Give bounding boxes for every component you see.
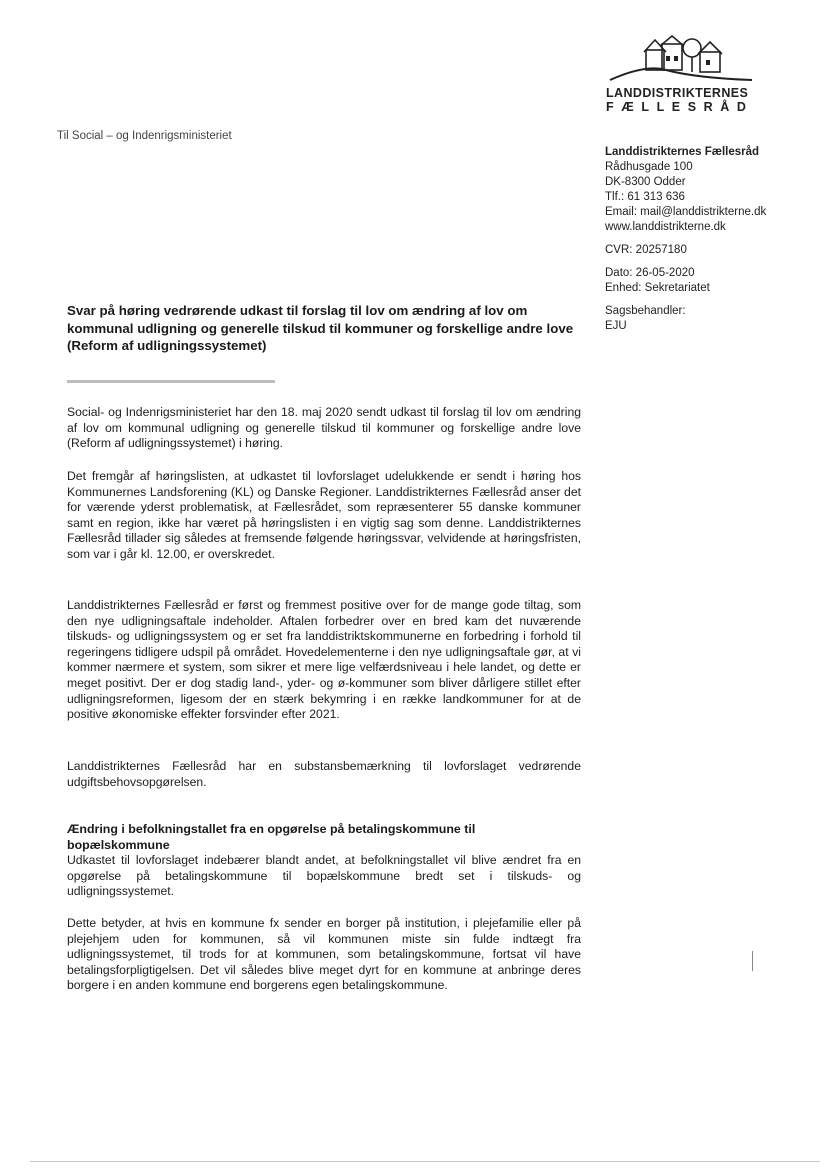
sender-address: Rådhusgade 100 <box>605 161 693 173</box>
paragraph-4: Landdistrikternes Fællesråd har en substansbemærkning til lovforslaget vedrørende udgiftsbehovsopgørelsen. <box>67 759 581 789</box>
paragraph-6: Dette betyder, at hvis en kommune fx sender en borger på institution, i plejefamilie eller på plejehjem uden for kommunen, så vil kommunen miste sin fulde indtægt fra udligningssystemet, til trods for at kommunen, som betalingskommune, fortsat vil have betalingsforpligtigelsen. Det vil således blive meget dyrt for en kommune at anbringe deres borgere i en anden kommune end borgerens egen betalingskommune. <box>67 916 581 993</box>
village-houses-icon <box>606 34 756 86</box>
letter-title: Svar på høring vedrørende udkast til forslag til lov om ændring af lov om kommunal udligning og generelle tilskud til kommuner og forskellige andre love (Reform af udligningssystemet) <box>67 303 574 353</box>
sender-cvr: CVR: 20257180 <box>605 244 687 256</box>
organization-logo <box>598 34 758 124</box>
logo-text-line2: FÆLLESRÅD <box>606 100 754 114</box>
paragraph-2: Det fremgår af høringslisten, at udkastet til lovforslaget udelukkende er sendt i høring hos Kommunernes Landsforening (KL) og Danske Regioner. Landdistrikternes Fællesråd anser det for værende yderst problematisk, at Fællesrådet, som repræsenterer 55 danske kommuner samt en region, ikke har været på høringslisten i en vigtig sag som denne. Landdistrikternes Fællesråd tillader sig således at fremsende følgende høringssvar, velvidende at høringsfristen, som var i går kl. 12.00, er overskredet. <box>67 469 581 561</box>
letter-date: Dato: 26-05-2020 <box>605 267 695 279</box>
sender-web: www.landdistrikterne.dk <box>605 221 726 233</box>
letter-unit: Enhed: Sekretariatet <box>605 282 710 294</box>
recipient: Til Social – og Indenrigsministeriet <box>57 130 232 142</box>
logo-text-line1: LANDDISTRIKTERNES <box>606 86 749 100</box>
page-bottom-rule <box>30 1161 820 1162</box>
sender-email: Email: mail@landdistrikterne.dk <box>605 206 767 218</box>
case-handler: EJU <box>605 320 627 332</box>
paragraph-3: Landdistrikternes Fællesråd er først og fremmest positive over for de mange gode tiltag, som den nye udligningsaftale indeholder. Aftalen forbedrer over en bred kam det nuværende tilskuds- og udligningssystem og er set fra landdistriktskommunerne en forbedring i forhold til regeringens tidligere udspil på området. Hovedelementerne i den nye udligningsaftale gør, at vi kommer nærmere et system, som sikrer et mere lige velfærdsniveau i hele landet, og dette er meget positivt. Der er dog stadig land-, yder- og ø-kommuner som bliver dårligere stillet efter udligningsreformen, ligesom der en stærk bekymring i en række landkommuner for at de positive økonomiske effekter forsvinder efter 2021. <box>67 598 581 722</box>
paragraph-5: Udkastet til lovforslaget indebærer blandt andet, at befolkningstallet vil blive ændret fra en opgørelse på betalingskommune til bopælskommune bredt set i tilskuds- og udligningssystemet. <box>67 853 581 899</box>
case-handler-label: Sagsbehandler: <box>605 305 686 317</box>
sender-org: Landdistrikternes Fællesråd <box>605 146 760 158</box>
section-heading: Ændring i befolkningstallet fra en opgørelse på betalingskommune til bopælskommune <box>67 822 476 852</box>
margin-mark <box>752 951 753 971</box>
sender-phone: Tlf.: 61 313 636 <box>605 191 685 203</box>
title-underline <box>67 380 275 383</box>
sender-info <box>605 145 815 334</box>
paragraph-1: Social- og Indenrigsministeriet har den 18. maj 2020 sendt udkast til forslag til lov om ændring af lov om kommunal udligning og generelle tilskud til kommuner og forskellige andre love (Reform af udligningssystemet) i høring. <box>67 405 581 451</box>
sender-postal: DK-8300 Odder <box>605 176 686 188</box>
